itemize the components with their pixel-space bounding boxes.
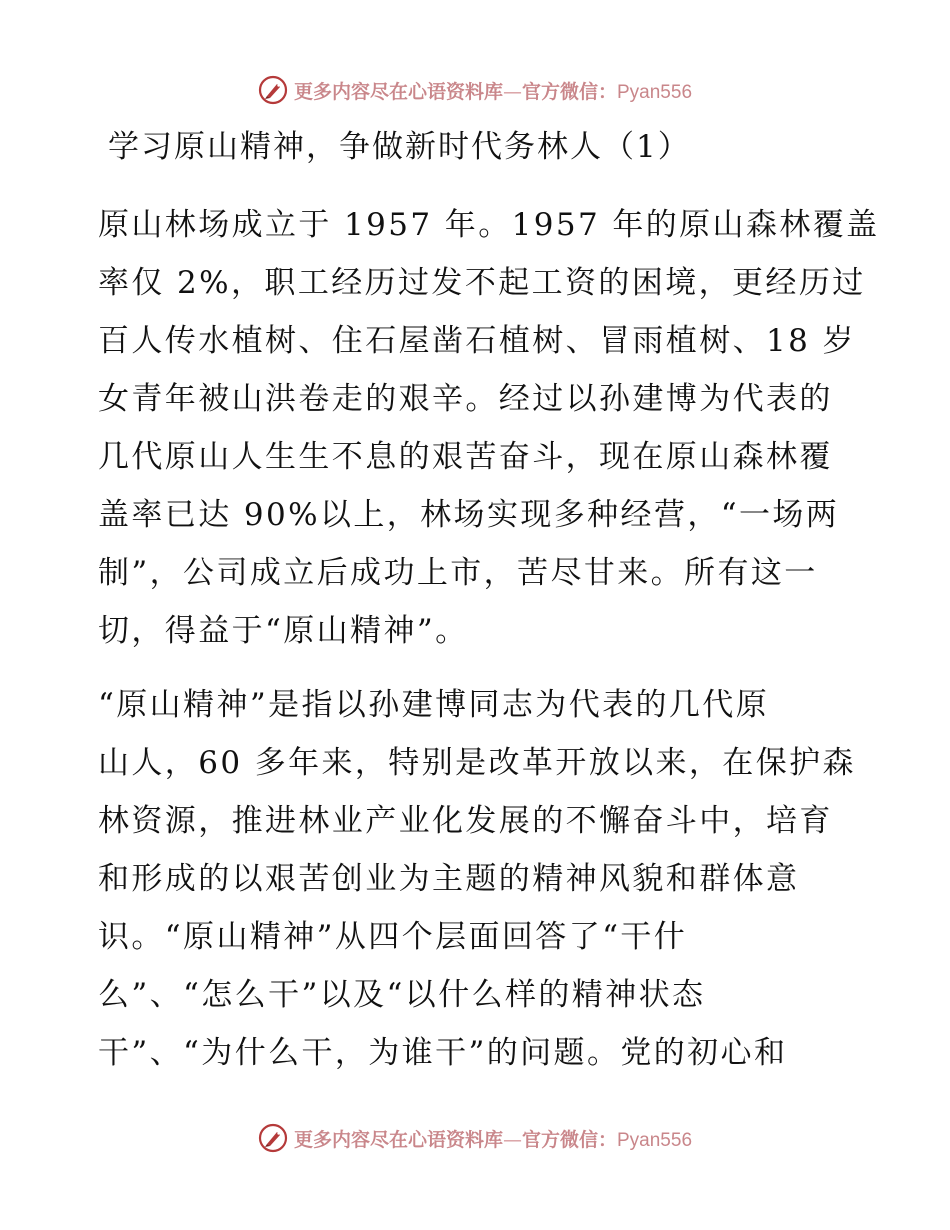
header-banner [0,70,950,110]
banner-text [294,1125,692,1152]
banner-wechat-label: 官方微信： [521,1128,617,1151]
banner-separator: — [502,1128,522,1151]
text-line: “原山精神”是指以孙建博同志为代表的几代原 [98,687,770,723]
text-line: 切，得益于“原山精神”。 [98,613,469,649]
pen-nib-logo-icon [258,1123,288,1153]
text-line: 山人，60 多年来，特别是改革开放以来，在保护森 [98,745,856,781]
paragraph-gap [98,660,858,676]
pen-nib-logo-icon [258,75,288,105]
banner-main: 更多内容尽在心语资料库 [293,80,503,103]
text-line: 率仅 2%，职工经历过发不起工资的困境，更经历过 [98,265,866,301]
text-line: 原山林场成立于 1957 年。1957 年的原山森林覆盖 [98,207,880,243]
document-body [98,196,880,1082]
text-line: 几代原山人生生不息的艰苦奋斗，现在原山森林覆 [98,439,833,475]
banner-main: 更多内容尽在心语资料库 [293,1128,503,1151]
banner-wechat-id: Pyan556 [617,81,693,103]
paragraph-1 [98,196,880,660]
text-line: 制”，公司成立后成功上市，苦尽甘来。所有这一 [98,555,818,591]
text-line: 么”、“怎么干”以及“以什么样的精神状态 [98,977,706,1013]
document-title: 学习原山精神，争做新时代务林人（1） [108,129,691,165]
text-line: 识。“原山精神”从四个层面回答了“干什 [98,919,688,955]
banner-wechat-id: Pyan556 [617,1129,693,1151]
text-line: 林资源，推进林业产业化发展的不懈奋斗中，培育 [98,803,833,839]
footer-banner [0,1118,950,1158]
text-line: 女青年被山洪卷走的艰辛。经过以孙建博为代表的 [98,381,833,417]
banner-separator: — [502,80,522,103]
text-line: 百人传水植树、住石屋凿石植树、冒雨植树、18 岁 [98,323,856,359]
text-line: 盖率已达 90%以上，林场实现多种经营，“一场两 [98,497,840,533]
banner-wechat-label: 官方微信： [521,80,617,103]
banner-text [294,77,692,104]
paragraph-2 [98,676,858,1082]
text-line: 和形成的以艰苦创业为主题的精神风貌和群体意 [98,861,800,897]
text-line: 干”、“为什么干，为谁干”的问题。党的初心和 [98,1035,788,1071]
